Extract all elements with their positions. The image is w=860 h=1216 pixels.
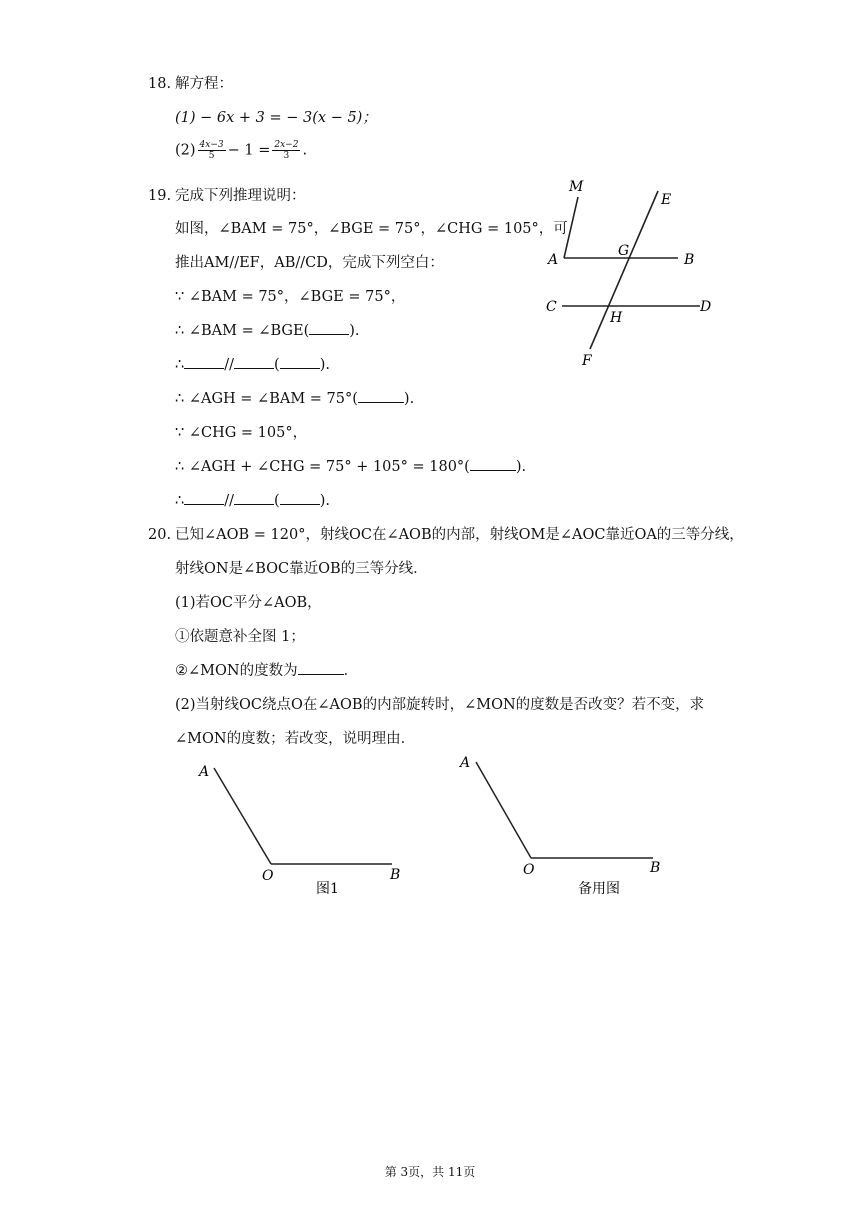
q20-part-1b-end: ． (343, 663, 359, 679)
q19-blank-line-2[interactable] (234, 356, 274, 369)
q19-blank-reason-3[interactable] (358, 390, 404, 403)
line-ef (590, 191, 658, 349)
q18-fraction-1 (198, 140, 226, 161)
q20-part-1: (1)若OC平分∠AOB， (175, 595, 322, 611)
q19-step-7 (175, 492, 330, 510)
q18-number: 18. (148, 76, 172, 92)
q20-line-1: 已知∠AOB = 120°，射线OC在∠AOB的内部，射线OM是∠AOC靠近OA的三等分线， (175, 527, 744, 543)
q19-number: 19. (148, 188, 172, 204)
q18-eq2-prefix: (2) (175, 142, 196, 159)
q18-fraction-2 (272, 140, 300, 161)
label-a: A (548, 252, 559, 268)
q18-eq2-mid: − 1 = (227, 142, 271, 159)
ray-oa (214, 768, 271, 864)
q19-step-6-end: ). (515, 459, 527, 475)
q18-frac1-num: 4x−3 (199, 140, 224, 150)
q19-step-3-therefore: ∴ (175, 357, 185, 373)
q18-frac2-num: 2x−2 (274, 140, 299, 150)
label-g: G (618, 243, 630, 259)
label-c: C (546, 299, 557, 315)
q19-step-3 (175, 356, 330, 374)
fig1-label-b: B (390, 867, 401, 883)
q19-step-3-parallel: // (224, 357, 235, 373)
q19-step-4 (175, 390, 414, 408)
q20-figure-1 (190, 752, 420, 902)
label-d: D (700, 299, 712, 315)
label-m: M (569, 179, 584, 195)
q19-blank-reason-2[interactable] (280, 356, 320, 369)
fig1-label-o: O (262, 868, 274, 884)
q20-blank-angle[interactable] (298, 662, 344, 675)
q19-intro-2: 推出AM//EF，AB//CD，完成下列空白： (175, 255, 444, 271)
q18-frac1-den: 5 (208, 151, 215, 161)
fig2-label-b: B (650, 860, 661, 876)
q19-step-6-text: ∴ ∠AGH + ∠CHG = 75° + 105° = 180°( (175, 459, 470, 475)
q18-frac2-den: 3 (283, 151, 290, 161)
q19-step-4-end: ). (403, 391, 415, 407)
q19-step-5: ∵ ∠CHG = 105°， (175, 425, 308, 441)
line-am (564, 197, 578, 258)
q19-step-3-end: ). (319, 357, 330, 373)
q19-step-4-text: ∴ ∠AGH = ∠BAM = 75°( (175, 391, 358, 407)
label-e: E (661, 192, 672, 208)
label-b: B (684, 252, 695, 268)
q18-title: 解方程： (175, 76, 233, 92)
q18-eq2-end: . (302, 142, 308, 159)
q19-intro-1: 如图，∠BAM = 75°，∠BGE = 75°，∠CHG = 105°，可 (175, 221, 568, 237)
page-footer: 第 3页，共 11页 (384, 1165, 476, 1179)
q19-blank-reason-4[interactable] (470, 458, 516, 471)
q19-blank-line-1[interactable] (184, 356, 224, 369)
q20-part-2-line-2: ∠MON的度数；若改变，说明理由． (175, 731, 416, 747)
q19-step-7-parallel: // (224, 493, 235, 509)
q18-equation-1: (1) − 6x + 3 = − 3(x − 5)； (175, 110, 377, 126)
q19-step-1: ∵ ∠BAM = 75°，∠BGE = 75°， (175, 289, 406, 305)
q19-blank-line-3[interactable] (184, 492, 224, 505)
ray-oa-backup (476, 762, 531, 858)
q20-line-2: 射线ON是∠BOC靠近OB的三等分线． (175, 561, 428, 577)
fig1-caption: 图1 (316, 881, 339, 897)
q19-step-6 (175, 458, 526, 476)
q19-step-7-end: ). (319, 493, 330, 509)
q19-title: 完成下列推理说明： (175, 188, 306, 204)
q19-step-2-text: ∴ ∠BAM = ∠BGE( (175, 323, 310, 339)
q19-step-3-open: ( (274, 357, 280, 373)
q19-step-7-therefore: ∴ (175, 493, 185, 509)
fig2-label-o: O (523, 862, 535, 878)
q19-step-7-open: ( (274, 493, 280, 509)
q20-backup-figure (450, 748, 680, 903)
q19-blank-reason-1[interactable] (309, 322, 349, 335)
label-h: H (610, 310, 623, 326)
q19-blank-line-4[interactable] (234, 492, 274, 505)
fig2-caption: 备用图 (578, 881, 620, 897)
q19-step-2-end: ). (349, 323, 360, 339)
q18-equation-2 (175, 140, 307, 161)
q19-blank-reason-5[interactable] (280, 492, 320, 505)
fig2-label-a: A (460, 755, 471, 771)
label-f: F (582, 353, 592, 369)
q20-part-2-line-1: (2)当射线OC绕点O在∠AOB的内部旋转时，∠MON的度数是否改变？若不变，求 (175, 697, 705, 713)
fig1-label-a: A (199, 764, 210, 780)
q20-part-1b-text: ②∠MON的度数为 (175, 663, 298, 679)
q19-parallel-lines-figure (540, 175, 720, 370)
q20-part-1b (175, 662, 358, 680)
q19-step-2 (175, 322, 360, 340)
q20-part-1a: ①依题意补全图 1； (175, 629, 305, 645)
q20-number: 20. (148, 527, 172, 543)
